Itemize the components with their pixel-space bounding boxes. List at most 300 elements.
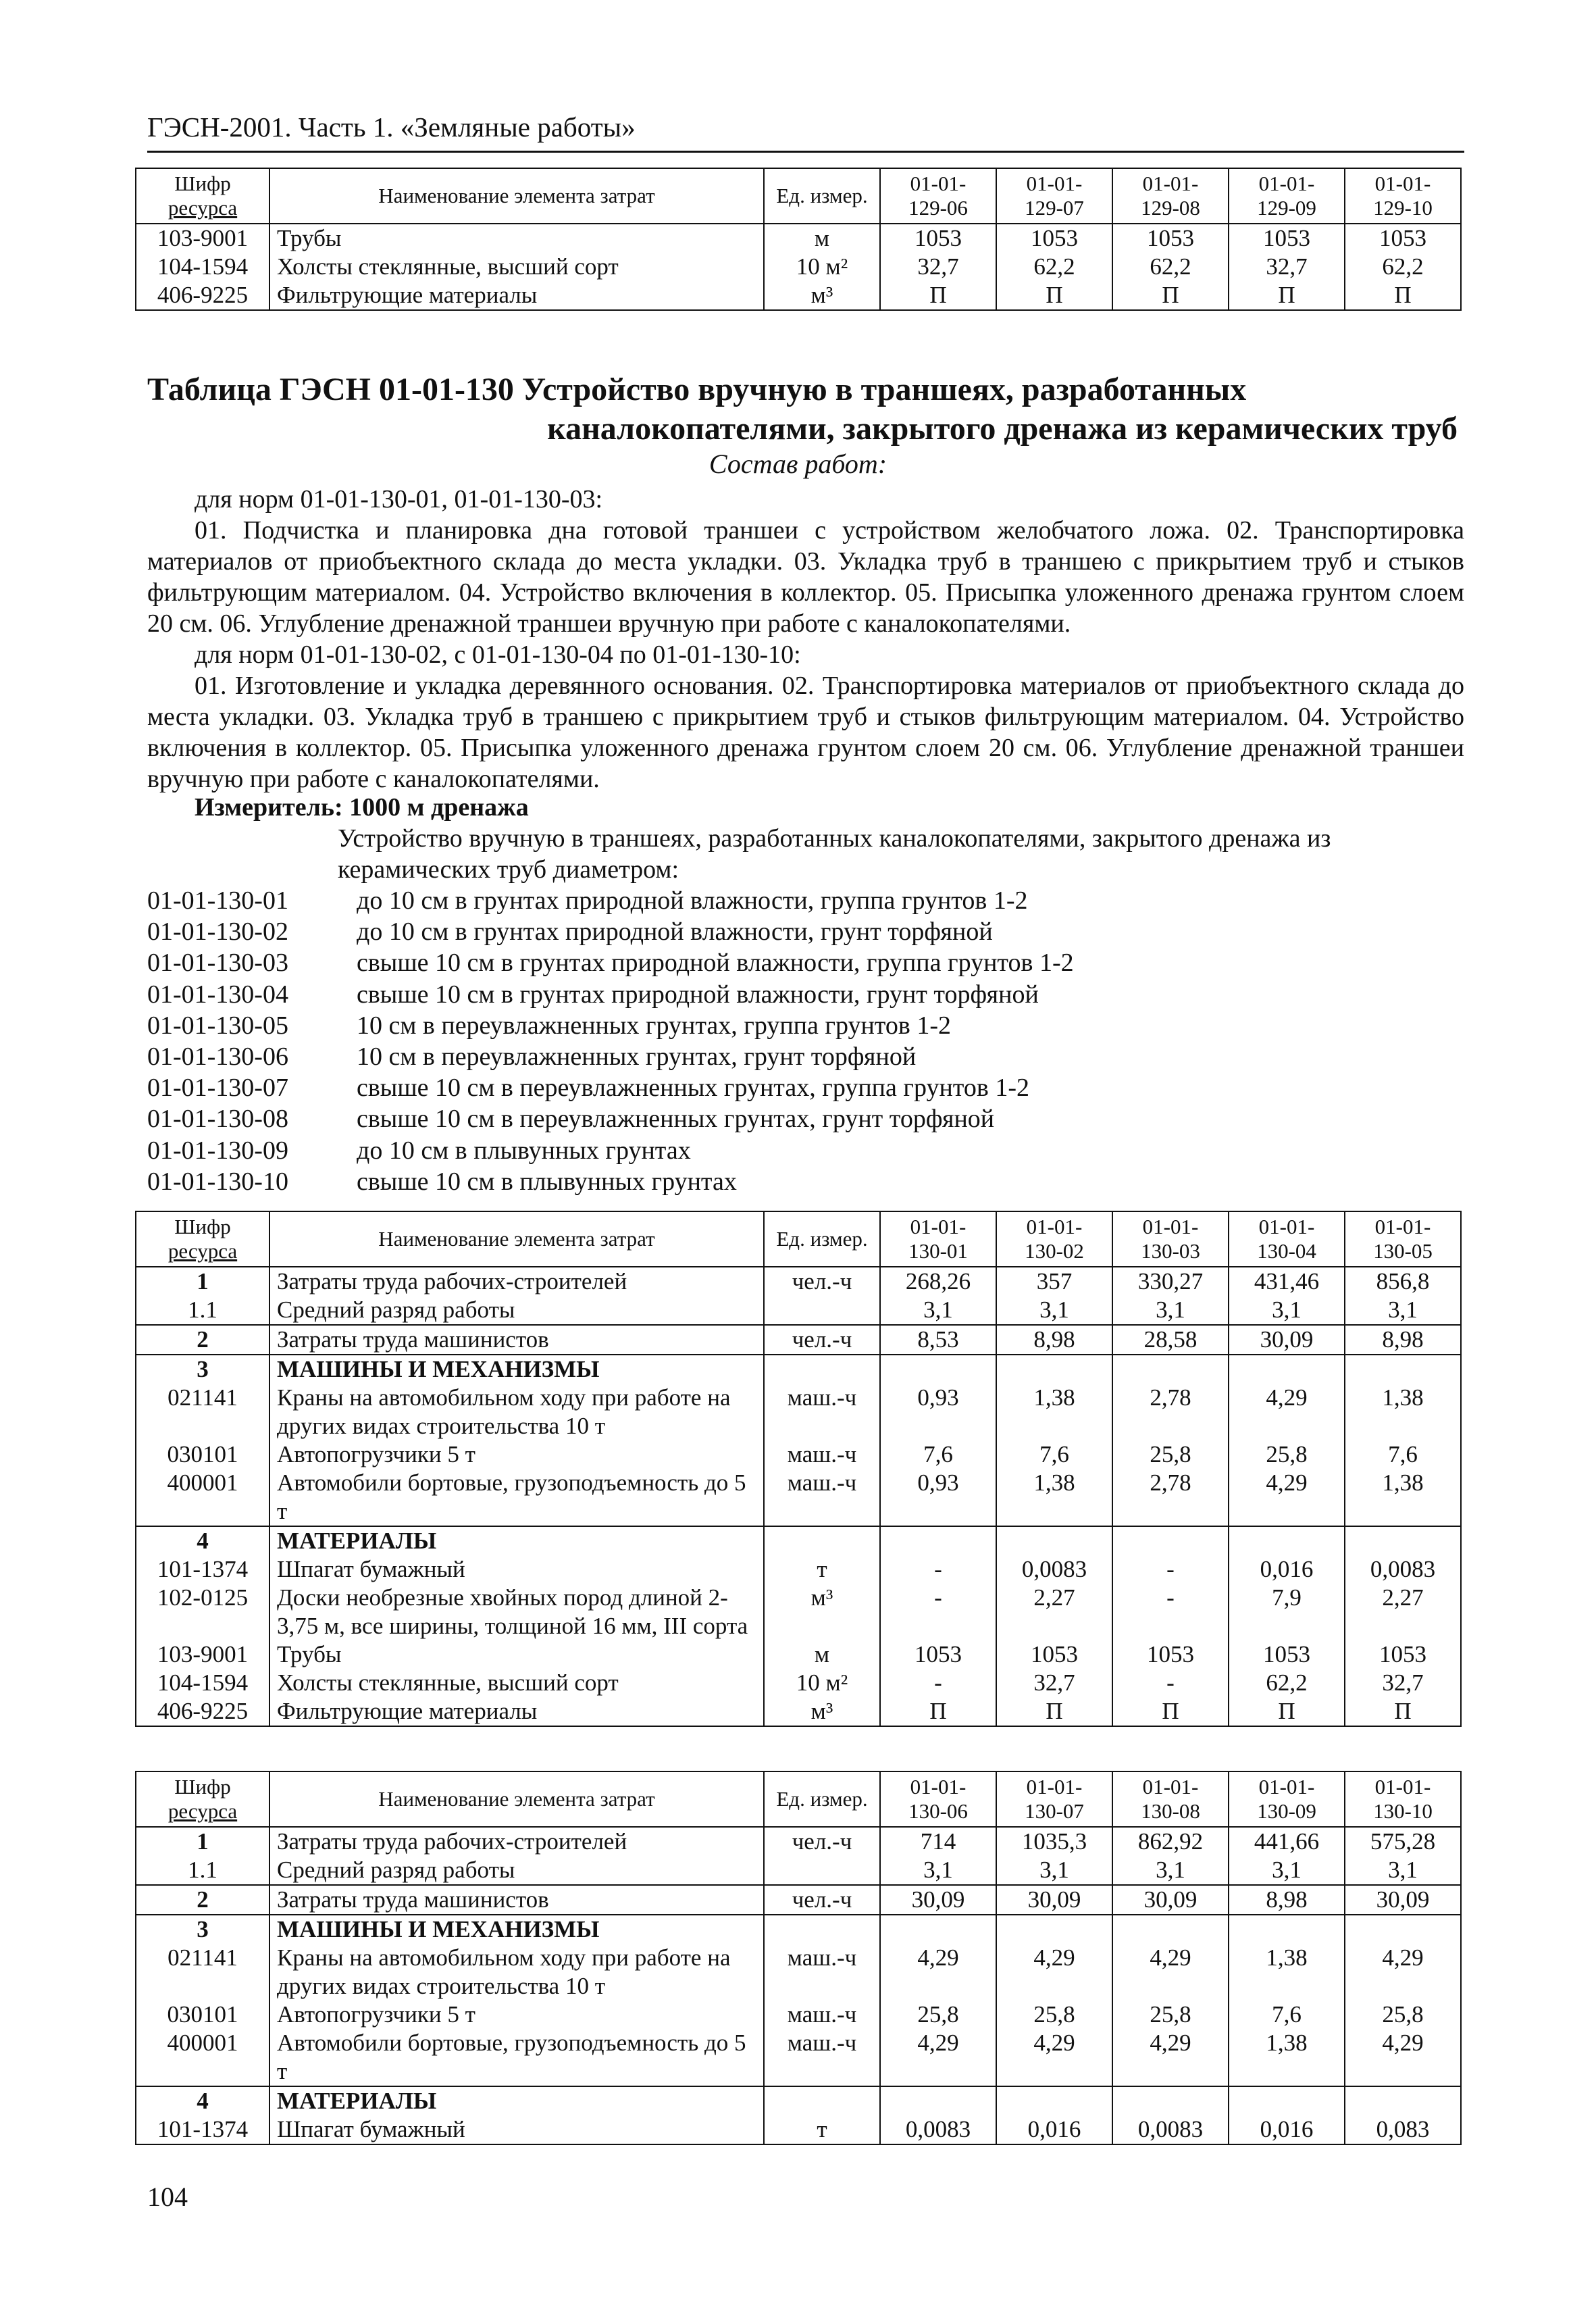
resource-table-130-01-05 — [135, 1211, 1462, 1727]
works-group-2: 01. Изготовление и укладка деревянного основания. 02. Транспортировка материалов от приобъектного склада до места укладки. 03. Укладка труб в траншею с прикрытием труб и стыков фильтрующим материалом. 04. Устройство включения в коллектор. 05. Присыпка уложенного дренажа грунтом слоем 20 см. 06. Углубление дренажной траншеи вручную при работе с каналокопателями. — [147, 672, 1464, 793]
resource-unit: маш.-ч — [764, 1384, 880, 1440]
norm-value: 3,1 — [880, 1296, 996, 1325]
norm-value — [880, 1526, 996, 1555]
table-row — [136, 1584, 1461, 1640]
table-row — [136, 1856, 1461, 1885]
header-row — [136, 1211, 1461, 1267]
norm-value: 1,38 — [996, 1384, 1112, 1440]
norm-value: - — [1112, 1669, 1229, 1697]
norm-code-line-2: 129-07 — [1025, 196, 1084, 220]
norm-value: 1035,3 — [996, 1827, 1112, 1856]
norm-code-line-2: 130-08 — [1141, 1799, 1200, 1823]
resource-name: МАШИНЫ И МЕХАНИЗМЫ — [269, 1355, 764, 1384]
variant-item — [147, 979, 1464, 1010]
variant-description: свыше 10 см в грунтах природной влажности, группа грунтов 1-2 — [357, 949, 1074, 978]
norm-value: 8,98 — [996, 1325, 1112, 1355]
variant-item — [147, 1103, 1464, 1134]
resource-name: Затраты труда машинистов — [269, 1325, 764, 1355]
resource-code: 406-9225 — [136, 1697, 269, 1726]
norm-value: 714 — [880, 1827, 996, 1856]
norm-value: 0,0083 — [1112, 2115, 1229, 2144]
norm-code-line-1: 01-01- — [1258, 1775, 1315, 1799]
resource-unit: маш.-ч — [764, 1469, 880, 1526]
header-norm-code — [1229, 1211, 1345, 1267]
header-norm-code — [1229, 1771, 1345, 1827]
table-row — [136, 1640, 1461, 1669]
norm-value — [1345, 1355, 1461, 1384]
norm-value: 1053 — [996, 224, 1112, 253]
variant-code: 01-01-130-06 — [147, 1042, 288, 1072]
resource-name: Трубы — [269, 224, 764, 253]
norm-code-line-1: 01-01- — [1374, 1215, 1431, 1238]
variant-code: 01-01-130-01 — [147, 886, 288, 915]
resource-code: 400001 — [136, 2029, 269, 2086]
norm-value: 4,29 — [996, 1944, 1112, 2001]
norm-value: 62,2 — [996, 253, 1112, 281]
norm-value — [1229, 2086, 1345, 2115]
resource-unit — [764, 1296, 880, 1325]
header-norm-code — [880, 1211, 996, 1267]
variant-code: 01-01-130-09 — [147, 1136, 288, 1165]
resource-code: 1 — [136, 1267, 269, 1296]
resource-table-129 — [135, 168, 1462, 311]
norm-value: 4,29 — [1112, 2029, 1229, 2086]
norm-value: П — [1345, 1697, 1461, 1726]
norm-value: П — [1345, 281, 1461, 310]
resource-name: Доски необрезные хвойных пород длиной 2-3,75 м, все ширины, толщиной 16 мм, III сорта — [269, 1584, 764, 1640]
table-body — [136, 1827, 1461, 2144]
norm-value: 2,27 — [1345, 1584, 1461, 1640]
resource-unit: чел.-ч — [764, 1885, 880, 1915]
resource-name: МАТЕРИАЛЫ — [269, 2086, 764, 2115]
table-row — [136, 1944, 1461, 2001]
norm-code-line-2: 129-10 — [1373, 196, 1433, 220]
norm-value: 268,26 — [880, 1267, 996, 1296]
norm-value: 0,016 — [1229, 2115, 1345, 2144]
resource-name: Затраты труда машинистов — [269, 1885, 764, 1915]
header-code-line-1: Шифр — [174, 1215, 231, 1238]
norm-value: 62,2 — [1112, 253, 1229, 281]
norm-value: 1,38 — [1229, 1944, 1345, 2001]
resource-code: 2 — [136, 1885, 269, 1915]
variants-intro: Устройство вручную в траншеях, разработанных каналокопателями, закрытого дренажа из керамических труб диаметром: — [338, 824, 1331, 884]
header-norm-code — [996, 1771, 1112, 1827]
resource-name: Холсты стеклянные, высший сорт — [269, 253, 764, 281]
norm-value: 357 — [996, 1267, 1112, 1296]
header-code — [136, 1211, 269, 1267]
norm-code-line-2: 129-09 — [1257, 196, 1316, 220]
header-code — [136, 1771, 269, 1827]
norm-value — [996, 1526, 1112, 1555]
norm-code-line-2: 130-04 — [1257, 1239, 1316, 1263]
norm-value: 0,0083 — [880, 2115, 996, 2144]
norm-value: 4,29 — [1345, 1944, 1461, 2001]
resource-unit — [764, 1856, 880, 1885]
norm-value — [1112, 2086, 1229, 2115]
table-row — [136, 1526, 1461, 1555]
norm-value: 0,93 — [880, 1469, 996, 1526]
resource-code: 101-1374 — [136, 1555, 269, 1584]
norm-value: 1,38 — [1345, 1384, 1461, 1440]
norm-value: 0,016 — [1229, 1555, 1345, 1584]
table-row — [136, 1469, 1461, 1526]
resource-unit: маш.-ч — [764, 1944, 880, 2001]
resource-unit: т — [764, 2115, 880, 2144]
header-row — [136, 1771, 1461, 1827]
resource-unit: чел.-ч — [764, 1325, 880, 1355]
variant-description: свыше 10 см в переувлажненных грунтах, грунт торфяной — [357, 1105, 995, 1134]
variant-item — [147, 1010, 1464, 1041]
resource-code: 406-9225 — [136, 281, 269, 310]
norm-value: 32,7 — [1345, 1669, 1461, 1697]
norm-value: 30,09 — [1112, 1885, 1229, 1915]
norm-code-line-1: 01-01- — [1142, 1775, 1199, 1799]
resource-unit — [764, 1355, 880, 1384]
resource-name: Автомобили бортовые, грузоподъемность до 5 т — [269, 2029, 764, 2086]
header-norm-code — [1112, 168, 1229, 224]
resource-code: 030101 — [136, 2001, 269, 2029]
norm-value: 30,09 — [1229, 1325, 1345, 1355]
table-row — [136, 1355, 1461, 1384]
variant-item — [147, 1072, 1464, 1103]
norm-value: 4,29 — [1112, 1944, 1229, 2001]
norm-code-line-1: 01-01- — [1142, 1215, 1199, 1238]
resource-unit: м³ — [764, 281, 880, 310]
title-line-1: Таблица ГЭСН 01-01-130 Устройство вручную в траншеях, разработанных — [147, 372, 1247, 407]
norm-value: П — [996, 1697, 1112, 1726]
norm-value: 3,1 — [1345, 1296, 1461, 1325]
norm-value — [1112, 1355, 1229, 1384]
header-unit: Ед. измер. — [764, 1771, 880, 1827]
resource-code: 102-0125 — [136, 1584, 269, 1640]
norm-code-line-2: 130-09 — [1257, 1799, 1316, 1823]
resource-unit: 10 м² — [764, 1669, 880, 1697]
norm-value: 0,93 — [880, 1384, 996, 1440]
norm-value: 1053 — [1229, 1640, 1345, 1669]
norm-value: 25,8 — [880, 2001, 996, 2029]
header-norm-code — [1112, 1211, 1229, 1267]
norm-value: 3,1 — [996, 1296, 1112, 1325]
norm-value: 1053 — [1345, 224, 1461, 253]
resource-unit: чел.-ч — [764, 1827, 880, 1856]
variant-description: до 10 см в плывунных грунтах — [357, 1136, 691, 1165]
norm-code-line-2: 130-05 — [1373, 1239, 1433, 1263]
norm-value: 3,1 — [1345, 1856, 1461, 1885]
norm-code-line-2: 130-02 — [1025, 1239, 1084, 1263]
header-code-line-1: Шифр — [174, 172, 231, 195]
norm-value — [1345, 2086, 1461, 2115]
table-row — [136, 1669, 1461, 1697]
norm-value: 0,0083 — [996, 1555, 1112, 1584]
header-norm-code — [996, 1211, 1112, 1267]
norm-value: 4,29 — [1345, 2029, 1461, 2086]
norm-value: 7,9 — [1229, 1584, 1345, 1640]
norm-value: 856,8 — [1345, 1267, 1461, 1296]
norm-value: П — [1112, 281, 1229, 310]
resource-code: 400001 — [136, 1469, 269, 1526]
composition-label: Состав работ: — [709, 449, 887, 479]
resource-name: Автомобили бортовые, грузоподъемность до 5 т — [269, 1469, 764, 1526]
norm-code-line-2: 129-06 — [908, 196, 968, 220]
norm-value: - — [880, 1555, 996, 1584]
variant-description: до 10 см в грунтах природной влажности, группа грунтов 1-2 — [357, 886, 1028, 915]
norm-value: 3,1 — [1112, 1856, 1229, 1885]
resource-code: 101-1374 — [136, 2115, 269, 2144]
resource-name: Краны на автомобильном ходу при работе на других видах строительства 10 т — [269, 1944, 764, 2001]
norm-value: 3,1 — [1229, 1296, 1345, 1325]
norm-value: 575,28 — [1345, 1827, 1461, 1856]
norm-value: 32,7 — [1229, 253, 1345, 281]
norm-code-line-1: 01-01- — [1258, 1215, 1315, 1238]
resource-name: МАШИНЫ И МЕХАНИЗМЫ — [269, 1915, 764, 1944]
norm-value — [880, 1355, 996, 1384]
resource-name: Шпагат бумажный — [269, 2115, 764, 2144]
norms-group-2: для норм 01-01-130-02, с 01-01-130-04 по 01-01-130-10: — [195, 640, 801, 669]
resource-unit: маш.-ч — [764, 2029, 880, 2086]
resource-unit: м³ — [764, 1584, 880, 1640]
resource-unit — [764, 1915, 880, 1944]
norm-value: 32,7 — [996, 1669, 1112, 1697]
norm-value: 3,1 — [1229, 1856, 1345, 1885]
norm-value — [1229, 1526, 1345, 1555]
variant-item — [147, 1166, 1464, 1197]
resource-code: 1.1 — [136, 1296, 269, 1325]
norm-value: 1053 — [880, 224, 996, 253]
table-title — [147, 370, 1464, 449]
resource-code: 2 — [136, 1325, 269, 1355]
resource-unit: 10 м² — [764, 253, 880, 281]
resource-name: Средний разряд работы — [269, 1856, 764, 1885]
norm-code-line-2: 130-10 — [1373, 1799, 1433, 1823]
norm-code-line-1: 01-01- — [910, 1775, 967, 1799]
norm-value — [1229, 1355, 1345, 1384]
resource-code: 1 — [136, 1827, 269, 1856]
norm-value: 2,78 — [1112, 1384, 1229, 1440]
resource-name: Холсты стеклянные, высший сорт — [269, 1669, 764, 1697]
resource-name: Краны на автомобильном ходу при работе на других видах строительства 10 т — [269, 1384, 764, 1440]
norm-value: 62,2 — [1229, 1669, 1345, 1697]
norm-value: 1053 — [1345, 1640, 1461, 1669]
norm-code-line-2: 129-08 — [1141, 196, 1200, 220]
resource-code: 104-1594 — [136, 1669, 269, 1697]
norm-value: 1053 — [996, 1640, 1112, 1669]
variant-code: 01-01-130-07 — [147, 1074, 288, 1103]
norm-value: 25,8 — [1112, 2001, 1229, 2029]
norm-value: 7,6 — [1345, 1440, 1461, 1469]
norm-value: 7,6 — [880, 1440, 996, 1469]
norm-code-line-1: 01-01- — [1374, 1775, 1431, 1799]
resource-name: Фильтрующие материалы — [269, 1697, 764, 1726]
header-code — [136, 168, 269, 224]
table-row — [136, 1827, 1461, 1856]
table-body — [136, 1267, 1461, 1726]
norm-value: П — [1229, 1697, 1345, 1726]
variant-item — [147, 916, 1464, 947]
norm-value: 2,78 — [1112, 1469, 1229, 1526]
resource-code: 3 — [136, 1355, 269, 1384]
resource-unit: маш.-ч — [764, 1440, 880, 1469]
resource-code: 021141 — [136, 1384, 269, 1440]
resource-name: Средний разряд работы — [269, 1296, 764, 1325]
header-code-line-2: ресурса — [168, 1239, 238, 1263]
norm-value: 30,09 — [1345, 1885, 1461, 1915]
resource-unit: маш.-ч — [764, 2001, 880, 2029]
norm-value: П — [880, 281, 996, 310]
variant-item — [147, 1135, 1464, 1166]
table-row — [136, 2001, 1461, 2029]
norm-value — [1345, 1915, 1461, 1944]
resource-code: 030101 — [136, 1440, 269, 1469]
header-name: Наименование элемента затрат — [269, 168, 764, 224]
table-row — [136, 2115, 1461, 2144]
norm-code-line-1: 01-01- — [1374, 172, 1431, 195]
norm-value: 431,46 — [1229, 1267, 1345, 1296]
table-row — [136, 1296, 1461, 1325]
table-header — [136, 168, 1461, 224]
norm-value: 1053 — [880, 1640, 996, 1669]
table-row — [136, 1555, 1461, 1584]
header-norm-code — [1112, 1771, 1229, 1827]
resource-unit: т — [764, 1555, 880, 1584]
resource-name: Шпагат бумажный — [269, 1555, 764, 1584]
norm-value: 7,6 — [996, 1440, 1112, 1469]
norm-value: 862,92 — [1112, 1827, 1229, 1856]
table-row — [136, 2086, 1461, 2115]
header-norm-code — [996, 168, 1112, 224]
variant-description: свыше 10 см в переувлажненных грунтах, группа грунтов 1-2 — [357, 1074, 1029, 1103]
norm-value: 0,083 — [1345, 2115, 1461, 2144]
norm-value: 25,8 — [1345, 2001, 1461, 2029]
norm-value — [1112, 1915, 1229, 1944]
norm-value: 25,8 — [1112, 1440, 1229, 1469]
norm-value: 25,8 — [996, 2001, 1112, 2029]
variant-description: 10 см в переувлажненных грунтах, грунт торфяной — [357, 1042, 917, 1072]
table-header — [136, 1211, 1461, 1267]
norm-value — [1229, 1915, 1345, 1944]
header-name: Наименование элемента затрат — [269, 1211, 764, 1267]
resource-name: Автопогрузчики 5 т — [269, 2001, 764, 2029]
norm-value: 0,016 — [996, 2115, 1112, 2144]
norm-code-line-2: 130-06 — [908, 1799, 968, 1823]
resource-code: 021141 — [136, 1944, 269, 2001]
norm-value: 8,53 — [880, 1325, 996, 1355]
norm-value: 30,09 — [880, 1885, 996, 1915]
resource-code: 4 — [136, 2086, 269, 2115]
norm-value: П — [1112, 1697, 1229, 1726]
header-norm-code — [1345, 168, 1461, 224]
norm-value: 3,1 — [1112, 1296, 1229, 1325]
running-header: ГЭСН-2001. Часть 1. «Земляные работы» — [147, 114, 1464, 153]
norm-value: 8,98 — [1345, 1325, 1461, 1355]
variant-code: 01-01-130-08 — [147, 1105, 288, 1134]
norm-value: 1,38 — [996, 1469, 1112, 1526]
norm-value: П — [996, 281, 1112, 310]
norm-value: - — [880, 1584, 996, 1640]
works-group-1: 01. Подчистка и планировка дна готовой траншеи с устройством желобчатого ложа. 02. Транспортировка материалов от приобъектного склада до места укладки. 03. Укладка труб в траншею с прикрытием труб и стыков фильтрующим материалом. 04. Устройство включения в коллектор. 05. Присыпка уложенного дренажа грунтом слоем 20 см. 06. Углубление дренажной траншеи вручную при работе с каналокопателями. — [147, 516, 1464, 638]
variant-code: 01-01-130-03 — [147, 949, 288, 978]
norm-value: 3,1 — [880, 1856, 996, 1885]
norm-value: 2,27 — [996, 1584, 1112, 1640]
resource-name: МАТЕРИАЛЫ — [269, 1526, 764, 1555]
norm-value: 62,2 — [1345, 253, 1461, 281]
norm-code-line-1: 01-01- — [1258, 172, 1315, 195]
norm-value: 3,1 — [996, 1856, 1112, 1885]
variant-description: свыше 10 см в плывунных грунтах — [357, 1167, 737, 1196]
norms-group-1: для норм 01-01-130-01, 01-01-130-03: — [195, 485, 603, 513]
norm-value: 32,7 — [880, 253, 996, 281]
variant-item — [147, 1041, 1464, 1072]
header-unit: Ед. измер. — [764, 168, 880, 224]
norm-code-line-2: 130-03 — [1141, 1239, 1200, 1263]
norm-value: - — [880, 1669, 996, 1697]
variant-code: 01-01-130-04 — [147, 980, 288, 1009]
norm-value: 1,38 — [1345, 1469, 1461, 1526]
title-line-2: каналокопателями, закрытого дренажа из керамических труб — [547, 411, 1458, 447]
norm-value: П — [1229, 281, 1345, 310]
norm-value: 0,0083 — [1345, 1555, 1461, 1584]
norm-value: 7,6 — [1229, 2001, 1345, 2029]
norm-code-line-2: 130-07 — [1025, 1799, 1084, 1823]
header-unit: Ед. измер. — [764, 1211, 880, 1267]
norm-value: 441,66 — [1229, 1827, 1345, 1856]
resource-name: Трубы — [269, 1640, 764, 1669]
variant-item — [147, 947, 1464, 978]
resource-name: Автопогрузчики 5 т — [269, 1440, 764, 1469]
norm-code-line-1: 01-01- — [1026, 1215, 1083, 1238]
norm-value: 4,29 — [1229, 1384, 1345, 1440]
header-row — [136, 168, 1461, 224]
norm-value: 4,29 — [996, 2029, 1112, 2086]
variant-code: 01-01-130-02 — [147, 917, 288, 947]
page-number: 104 — [147, 2182, 188, 2212]
norm-code-line-1: 01-01- — [1026, 1775, 1083, 1799]
header-norm-code — [880, 1771, 996, 1827]
norm-code-line-2: 130-01 — [908, 1239, 968, 1263]
table-row — [136, 1325, 1461, 1355]
resource-unit — [764, 2086, 880, 2115]
resource-unit: м — [764, 1640, 880, 1669]
norm-code-line-1: 01-01- — [1026, 172, 1083, 195]
norm-value: 1053 — [1229, 224, 1345, 253]
norm-value: 28,58 — [1112, 1325, 1229, 1355]
norm-value — [1345, 1526, 1461, 1555]
norm-value: 4,29 — [880, 1944, 996, 2001]
norm-value — [1112, 1526, 1229, 1555]
header-norm-code — [1345, 1211, 1461, 1267]
resource-name: Затраты труда рабочих-строителей — [269, 1267, 764, 1296]
resource-code: 1.1 — [136, 1856, 269, 1885]
variant-code: 01-01-130-10 — [147, 1167, 288, 1196]
norm-value: - — [1112, 1584, 1229, 1640]
norm-value: 1053 — [1112, 1640, 1229, 1669]
table-row — [136, 1267, 1461, 1296]
table-header — [136, 1771, 1461, 1827]
table-row — [136, 1885, 1461, 1915]
header-code-line-2: ресурса — [168, 1799, 238, 1823]
variant-description: свыше 10 см в грунтах природной влажности, грунт торфяной — [357, 980, 1039, 1009]
table-row — [136, 224, 1461, 253]
norm-value: 30,09 — [996, 1885, 1112, 1915]
table-row — [136, 1440, 1461, 1469]
resource-unit: м — [764, 224, 880, 253]
norm-value: 4,29 — [880, 2029, 996, 2086]
resource-name: Фильтрующие материалы — [269, 281, 764, 310]
norm-value — [996, 1915, 1112, 1944]
norm-value — [996, 1355, 1112, 1384]
norm-value: - — [1112, 1555, 1229, 1584]
resource-code: 103-9001 — [136, 1640, 269, 1669]
norm-value: 8,98 — [1229, 1885, 1345, 1915]
